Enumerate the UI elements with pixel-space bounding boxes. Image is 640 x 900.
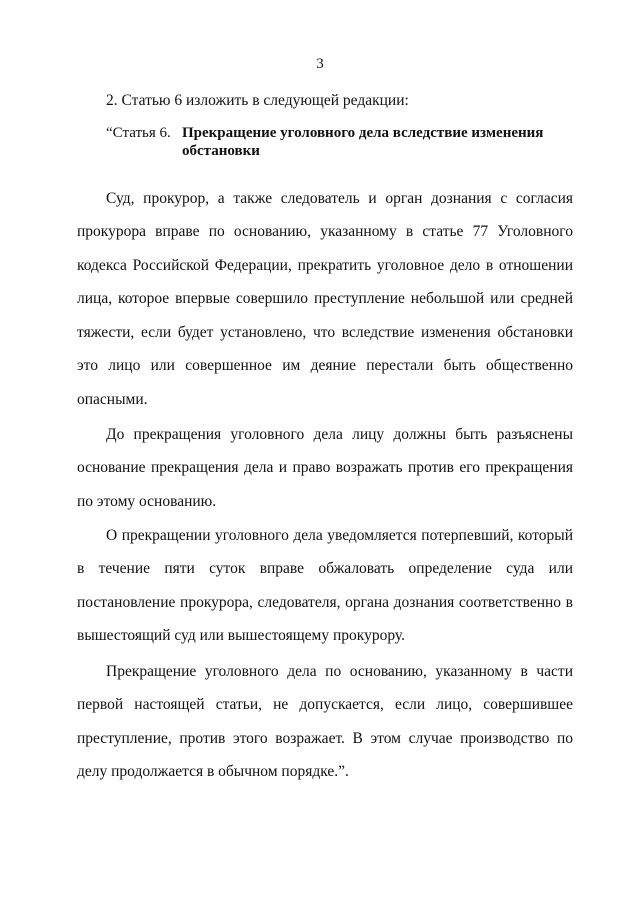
paragraph-2: До прекращения уголовного дела лицу должны быть разъяснены основание прекращения дела и право возражать против его прекращения по этому основанию. — [77, 425, 573, 510]
article-title: Прекращение уголовного дела вследствие изменения обстановки — [182, 125, 544, 159]
paragraph-3: О прекращении уголовного дела уведомляется потерпевший, который в течение пяти суток вправе обжаловать определение суда или постановление прокурора, следователя, органа дознания соответственно в вышестоящий суд или вышестоящему прокурору. — [77, 526, 573, 644]
paragraph-4: Прекращение уголовного дела по основанию, указанному в части первой настоящей статьи, не допускается, если лицо, совершившее преступление, против этого возражает. В этом случае производство по делу продолжается в обычном порядке.”. — [77, 662, 573, 780]
amendment-intro: 2. Статью 6 изложить в следующей редакции: — [106, 92, 409, 109]
paragraph-1: Суд, прокурор, а также следователь и орган дознания с согласия прокурора вправе по основанию, указанному в статье 77 Уголовного кодекса Российской Федерации, прекратить уголовное дело в отношении лица, которое впервые совершило преступление небольшой или средней тяжести, если будет установлено, что вследствие изменения обстановки это лицо или совершенное им деяние перестали быть общественно опасными. — [77, 189, 573, 408]
page-number: 3 — [316, 56, 324, 72]
article-prefix: “Статья 6. — [106, 125, 171, 141]
